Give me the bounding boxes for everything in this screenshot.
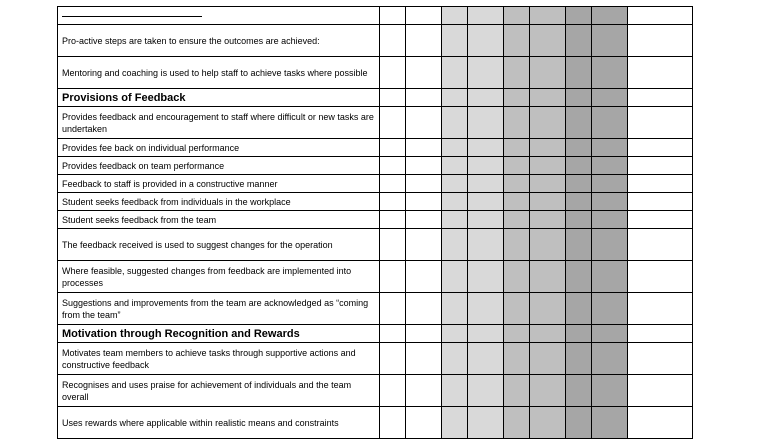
rating-cell-5[interactable] <box>504 175 530 193</box>
table-row <box>58 157 693 175</box>
rating-cell-4[interactable] <box>468 343 504 375</box>
rating-cell-2[interactable] <box>406 375 442 407</box>
table-row <box>58 57 693 89</box>
section-title: Provisions of Feedback <box>58 89 380 107</box>
rating-cell-7[interactable] <box>566 89 592 107</box>
rating-cell-2[interactable] <box>406 107 442 139</box>
rating-cell-1[interactable] <box>380 107 406 139</box>
rating-cell-8[interactable] <box>592 193 628 211</box>
criterion-label: Student seeks feedback from the team <box>58 211 380 229</box>
rating-cell-1[interactable] <box>380 343 406 375</box>
rating-cell-1[interactable] <box>380 139 406 157</box>
rating-cell-6[interactable] <box>530 57 566 89</box>
rating-cell-5[interactable] <box>504 7 530 25</box>
rating-cell-3[interactable] <box>442 229 468 261</box>
rating-cell-3[interactable] <box>442 375 468 407</box>
criterion-label: The feedback received is used to suggest changes for the operation <box>58 229 380 261</box>
rating-cell-2[interactable] <box>406 89 442 107</box>
comment-cell[interactable] <box>628 229 693 261</box>
rating-cell-7[interactable] <box>566 25 592 57</box>
rating-cell-8[interactable] <box>592 211 628 229</box>
table-row <box>58 261 693 293</box>
rating-cell-4[interactable] <box>468 107 504 139</box>
rating-cell-2[interactable] <box>406 211 442 229</box>
criterion-label: Feedback to staff is provided in a constructive manner <box>58 175 380 193</box>
rating-cell-3[interactable] <box>442 293 468 325</box>
rating-cell-6[interactable] <box>530 211 566 229</box>
rating-cell-3[interactable] <box>442 7 468 25</box>
rating-cell-5[interactable] <box>504 293 530 325</box>
rating-cell-2[interactable] <box>406 25 442 57</box>
comment-cell[interactable] <box>628 211 693 229</box>
rating-cell-7[interactable] <box>566 325 592 343</box>
comment-cell[interactable] <box>628 293 693 325</box>
rating-cell-7[interactable] <box>566 407 592 439</box>
comment-cell[interactable] <box>628 7 693 25</box>
rating-cell-2[interactable] <box>406 229 442 261</box>
rating-cell-7[interactable] <box>566 175 592 193</box>
rating-cell-6[interactable] <box>530 293 566 325</box>
criterion-label: Provides fee back on individual performance <box>58 139 380 157</box>
section-header-row <box>58 325 693 343</box>
rating-cell-8[interactable] <box>592 375 628 407</box>
rating-cell-7[interactable] <box>566 57 592 89</box>
rating-cell-3[interactable] <box>442 107 468 139</box>
criterion-label: Provides feedback and encouragement to staff where difficult or new tasks are undertaken <box>58 107 380 139</box>
section-title: Motivation through Recognition and Rewards <box>58 325 380 343</box>
criterion-label: Mentoring and coaching is used to help staff to achieve tasks where possible <box>58 57 380 89</box>
table-row <box>58 229 693 261</box>
rating-cell-4[interactable] <box>468 57 504 89</box>
rating-cell-1[interactable] <box>380 193 406 211</box>
rating-cell-1[interactable] <box>380 407 406 439</box>
criterion-label: Where feasible, suggested changes from feedback are implemented into processes <box>58 261 380 293</box>
rating-cell-1[interactable] <box>380 7 406 25</box>
rating-cell-4[interactable] <box>468 211 504 229</box>
rating-cell-4[interactable] <box>468 193 504 211</box>
rating-cell-7[interactable] <box>566 7 592 25</box>
rating-cell-4[interactable] <box>468 175 504 193</box>
assessment-table <box>57 6 693 439</box>
comment-cell[interactable] <box>628 57 693 89</box>
rating-cell-4[interactable] <box>468 261 504 293</box>
rating-cell-7[interactable] <box>566 293 592 325</box>
rating-cell-2[interactable] <box>406 7 442 25</box>
rating-cell-8[interactable] <box>592 261 628 293</box>
rating-cell-8[interactable] <box>592 175 628 193</box>
rating-cell-7[interactable] <box>566 211 592 229</box>
rating-cell-4[interactable] <box>468 293 504 325</box>
comment-cell[interactable] <box>628 375 693 407</box>
rating-cell-2[interactable] <box>406 261 442 293</box>
rating-cell-2[interactable] <box>406 343 442 375</box>
rating-cell-3[interactable] <box>442 325 468 343</box>
rating-cell-3[interactable] <box>442 139 468 157</box>
rating-cell-1[interactable] <box>380 293 406 325</box>
rating-cell-2[interactable] <box>406 325 442 343</box>
rating-cell-5[interactable] <box>504 193 530 211</box>
table-row <box>58 211 693 229</box>
rating-cell-3[interactable] <box>442 57 468 89</box>
rating-cell-5[interactable] <box>504 325 530 343</box>
rating-cell-2[interactable] <box>406 57 442 89</box>
rating-cell-8[interactable] <box>592 89 628 107</box>
rating-cell-6[interactable] <box>530 89 566 107</box>
rating-cell-5[interactable] <box>504 261 530 293</box>
comment-cell[interactable] <box>628 89 693 107</box>
table-row <box>58 139 693 157</box>
criterion-label: Motivates team members to achieve tasks through supportive actions and constructive feedback <box>58 343 380 375</box>
comment-cell[interactable] <box>628 261 693 293</box>
rating-cell-7[interactable] <box>566 193 592 211</box>
rating-cell-8[interactable] <box>592 325 628 343</box>
rating-cell-3[interactable] <box>442 211 468 229</box>
table-row <box>58 25 693 57</box>
rating-cell-3[interactable] <box>442 193 468 211</box>
criterion-label: Recognises and uses praise for achievement of individuals and the team overall <box>58 375 380 407</box>
rating-cell-6[interactable] <box>530 325 566 343</box>
rating-cell-3[interactable] <box>442 407 468 439</box>
comment-cell[interactable] <box>628 343 693 375</box>
rating-cell-5[interactable] <box>504 343 530 375</box>
rating-cell-1[interactable] <box>380 375 406 407</box>
comment-cell[interactable] <box>628 157 693 175</box>
rating-cell-8[interactable] <box>592 157 628 175</box>
rating-cell-8[interactable] <box>592 229 628 261</box>
rating-cell-2[interactable] <box>406 139 442 157</box>
rating-cell-6[interactable] <box>530 139 566 157</box>
table-body <box>58 7 693 439</box>
rating-cell-1[interactable] <box>380 25 406 57</box>
criterion-label: Student seeks feedback from individuals in the workplace <box>58 193 380 211</box>
rating-cell-4[interactable] <box>468 325 504 343</box>
rating-cell-8[interactable] <box>592 407 628 439</box>
rating-cell-5[interactable] <box>504 407 530 439</box>
criterion-label: Suggestions and improvements from the team are acknowledged as “coming from the team” <box>58 293 380 325</box>
table-row <box>58 175 693 193</box>
rating-cell-6[interactable] <box>530 175 566 193</box>
criterion-label: Pro-active steps are taken to ensure the outcomes are achieved: <box>58 25 380 57</box>
rating-cell-1[interactable] <box>380 229 406 261</box>
rating-cell-6[interactable] <box>530 157 566 175</box>
rating-cell-6[interactable] <box>530 7 566 25</box>
rating-cell-3[interactable] <box>442 261 468 293</box>
rating-cell-1[interactable] <box>380 261 406 293</box>
rating-cell-5[interactable] <box>504 107 530 139</box>
rating-cell-8[interactable] <box>592 25 628 57</box>
table-row <box>58 293 693 325</box>
rating-cell-2[interactable] <box>406 157 442 175</box>
comment-cell[interactable] <box>628 25 693 57</box>
rating-cell-2[interactable] <box>406 407 442 439</box>
rating-cell-8[interactable] <box>592 7 628 25</box>
comment-cell[interactable] <box>628 407 693 439</box>
rating-cell-8[interactable] <box>592 139 628 157</box>
rating-cell-6[interactable] <box>530 107 566 139</box>
rating-cell-6[interactable] <box>530 375 566 407</box>
rating-cell-5[interactable] <box>504 25 530 57</box>
rating-cell-4[interactable] <box>468 407 504 439</box>
rating-cell-3[interactable] <box>442 175 468 193</box>
rating-cell-8[interactable] <box>592 107 628 139</box>
rating-cell-8[interactable] <box>592 293 628 325</box>
rating-cell-5[interactable] <box>504 229 530 261</box>
rating-cell-3[interactable] <box>442 343 468 375</box>
rating-cell-1[interactable] <box>380 57 406 89</box>
rating-cell-6[interactable] <box>530 343 566 375</box>
rating-cell-5[interactable] <box>504 139 530 157</box>
comment-cell[interactable] <box>628 193 693 211</box>
rating-cell-7[interactable] <box>566 139 592 157</box>
rating-cell-1[interactable] <box>380 175 406 193</box>
criterion-label: Uses rewards where applicable within realistic means and constraints <box>58 407 380 439</box>
comment-cell[interactable] <box>628 325 693 343</box>
rating-cell-3[interactable] <box>442 157 468 175</box>
rating-cell-7[interactable] <box>566 375 592 407</box>
table-row <box>58 375 693 407</box>
rating-cell-4[interactable] <box>468 157 504 175</box>
table-row <box>58 407 693 439</box>
rating-cell-5[interactable] <box>504 89 530 107</box>
rating-cell-3[interactable] <box>442 89 468 107</box>
rating-cell-2[interactable] <box>406 175 442 193</box>
rating-cell-8[interactable] <box>592 343 628 375</box>
table-row <box>58 107 693 139</box>
rating-cell-6[interactable] <box>530 407 566 439</box>
rating-cell-4[interactable] <box>468 25 504 57</box>
table-row <box>58 343 693 375</box>
rating-cell-5[interactable] <box>504 375 530 407</box>
rating-cell-1[interactable] <box>380 325 406 343</box>
rating-cell-8[interactable] <box>592 57 628 89</box>
comment-cell[interactable] <box>628 175 693 193</box>
comment-cell[interactable] <box>628 139 693 157</box>
rating-cell-1[interactable] <box>380 211 406 229</box>
rating-cell-7[interactable] <box>566 229 592 261</box>
rating-cell-5[interactable] <box>504 211 530 229</box>
rating-cell-5[interactable] <box>504 157 530 175</box>
rating-cell-6[interactable] <box>530 25 566 57</box>
criterion-label: Provides feedback on team performance <box>58 157 380 175</box>
rating-cell-7[interactable] <box>566 261 592 293</box>
rating-cell-4[interactable] <box>468 139 504 157</box>
criterion-label <box>58 7 380 25</box>
comment-cell[interactable] <box>628 107 693 139</box>
rating-cell-4[interactable] <box>468 89 504 107</box>
table-row <box>58 7 693 25</box>
rating-cell-4[interactable] <box>468 7 504 25</box>
rating-cell-7[interactable] <box>566 343 592 375</box>
rating-cell-3[interactable] <box>442 25 468 57</box>
rating-cell-7[interactable] <box>566 107 592 139</box>
rating-cell-7[interactable] <box>566 157 592 175</box>
rating-cell-4[interactable] <box>468 229 504 261</box>
rating-cell-6[interactable] <box>530 229 566 261</box>
rating-cell-6[interactable] <box>530 193 566 211</box>
rating-cell-1[interactable] <box>380 157 406 175</box>
rating-cell-5[interactable] <box>504 57 530 89</box>
rating-cell-2[interactable] <box>406 193 442 211</box>
rating-cell-6[interactable] <box>530 261 566 293</box>
rating-cell-4[interactable] <box>468 375 504 407</box>
rating-cell-2[interactable] <box>406 293 442 325</box>
section-header-row <box>58 89 693 107</box>
rating-cell-1[interactable] <box>380 89 406 107</box>
blank-underline <box>62 16 202 17</box>
table-row <box>58 193 693 211</box>
